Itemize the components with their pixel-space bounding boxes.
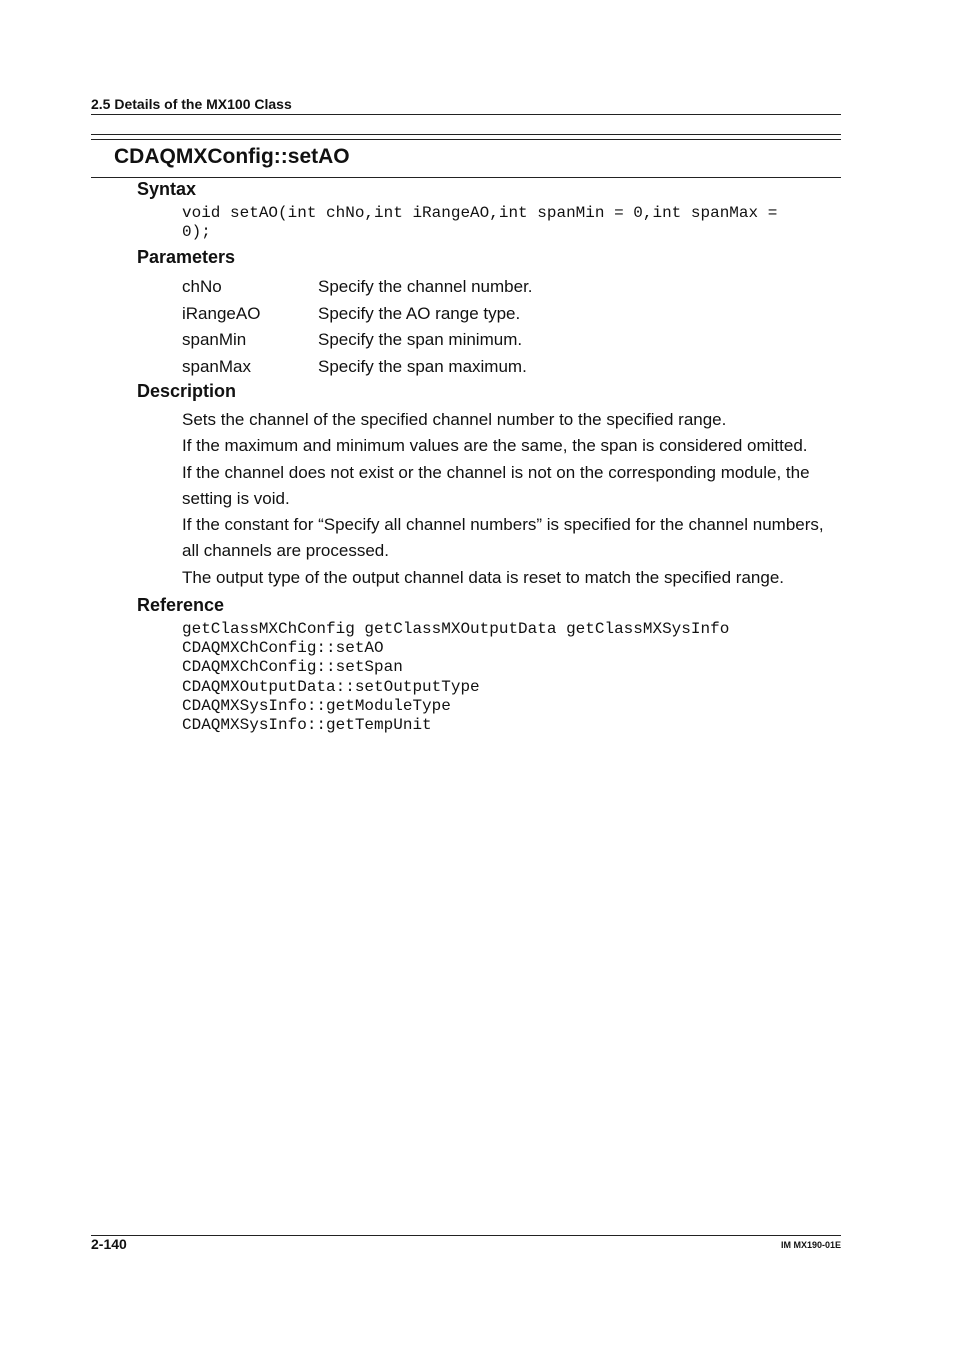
param-row [182,327,822,354]
footer-rule [91,1235,841,1236]
reference-line: CDAQMXChConfig::setAO [182,639,384,658]
param-desc: Specify the channel number. [318,277,533,297]
reference-line: CDAQMXChConfig::setSpan [182,658,403,677]
param-name: iRangeAO [182,303,261,323]
reference-list [182,620,729,735]
title-rule-bottom [91,177,841,178]
param-name: spanMax [182,356,251,376]
page-title: CDAQMXConfig::setAO [114,145,350,168]
description-paragraph: If the constant for “Specify all channel numbers” is specified for the channel numbers, all channels are processed. [182,515,824,561]
title-rule-top-2 [91,139,841,140]
parameters-list [182,274,822,380]
syntax-code [182,204,777,243]
param-name: chNo [182,277,222,297]
param-name: spanMin [182,330,247,350]
param-row [182,301,822,328]
syntax-code-line: void setAO(int chNo,int iRangeAO,int spanMin = 0,int spanMax = [182,204,778,222]
param-row [182,354,822,381]
description-paragraph: Sets the channel of the specified channel number to the specified range. [182,410,727,429]
reference-line: CDAQMXSysInfo::getModuleType [182,696,451,715]
parameters-heading: Parameters [137,247,236,267]
section-header: 2.5 Details of the MX100 Class [91,96,292,112]
param-desc: Specify the AO range type. [318,303,521,323]
reference-line: getClassMXChConfig getClassMXOutputData getClassMXSysInfo [182,620,730,638]
document-id: IM MX190-01E [780,1240,841,1250]
description-heading: Description [137,381,237,401]
reference-line: CDAQMXOutputData::setOutputType [182,677,480,696]
description-body [182,407,842,591]
header-rule [91,114,841,115]
description-paragraph: If the maximum and minimum values are the same, the span is considered omitted. [182,436,808,456]
syntax-heading: Syntax [137,179,197,199]
description-paragraph: If the channel does not exist or the channel is not on the corresponding module, the setting is void. [182,462,810,508]
param-desc: Specify the span maximum. [318,356,527,376]
param-row [182,274,822,301]
reference-line: CDAQMXSysInfo::getTempUnit [182,715,432,734]
param-desc: Specify the span minimum. [318,330,523,350]
description-paragraph: The output type of the output channel data is reset to match the specified range. [182,567,784,587]
syntax-code-line: 0); [182,223,211,242]
title-rule-top-1 [91,134,841,135]
reference-heading: Reference [137,595,225,615]
page-number: 2-140 [91,1236,127,1252]
